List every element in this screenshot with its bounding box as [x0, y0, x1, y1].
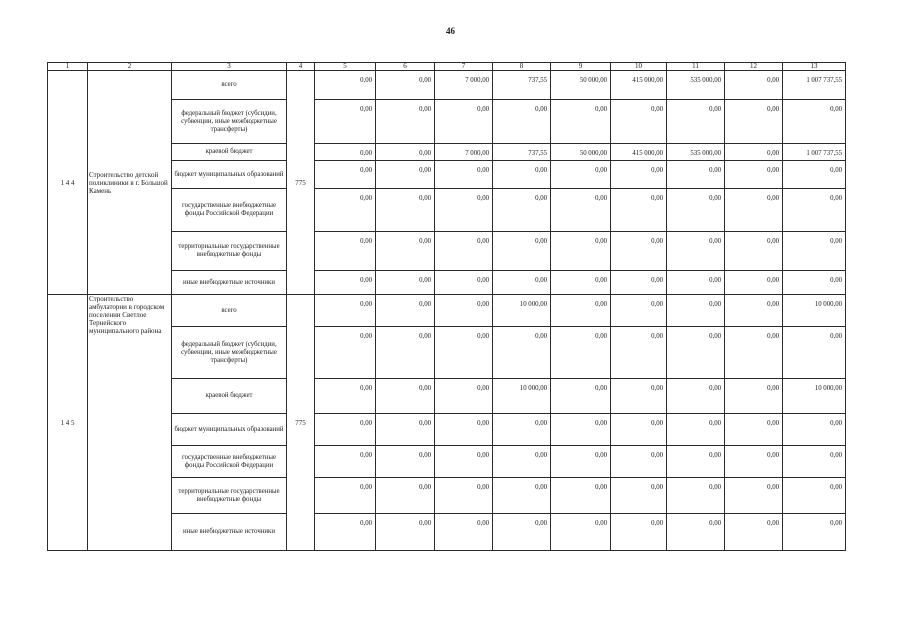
column-header: 4	[287, 63, 315, 71]
amount-cell: 1 007 737,55	[783, 144, 846, 161]
amount-cell: 0,00	[435, 295, 493, 327]
amount-cell: 0,00	[435, 189, 493, 232]
funding-source: федеральный бюджет (субсидии, субвенции, иные межбюджетные трансферты)	[172, 327, 287, 379]
amount-cell: 7 000,00	[435, 144, 493, 161]
amount-cell: 415 000,00	[611, 71, 667, 100]
column-header: 2	[88, 63, 172, 71]
amount-cell: 0,00	[667, 189, 725, 232]
table-row	[48, 71, 846, 100]
amount-cell: 0,00	[667, 327, 725, 379]
amount-cell: 0,00	[493, 514, 551, 551]
amount-cell: 0,00	[315, 144, 376, 161]
amount-cell: 0,00	[611, 295, 667, 327]
amount-cell: 10 000,00	[783, 295, 846, 327]
amount-cell: 0,00	[551, 478, 611, 514]
amount-cell: 0,00	[611, 446, 667, 478]
amount-cell: 535 000,00	[667, 71, 725, 100]
amount-cell: 0,00	[315, 414, 376, 446]
amount-cell: 0,00	[783, 414, 846, 446]
amount-cell: 0,00	[725, 271, 783, 295]
amount-cell: 0,00	[783, 327, 846, 379]
amount-cell: 0,00	[667, 232, 725, 271]
amount-cell: 0,00	[376, 271, 435, 295]
column-header: 5	[315, 63, 376, 71]
amount-cell: 0,00	[611, 189, 667, 232]
column-header: 13	[783, 63, 846, 71]
amount-cell: 0,00	[315, 514, 376, 551]
amount-cell: 0,00	[783, 446, 846, 478]
amount-cell: 0,00	[315, 232, 376, 271]
amount-cell: 0,00	[667, 271, 725, 295]
amount-cell: 0,00	[551, 446, 611, 478]
column-header: 9	[551, 63, 611, 71]
amount-cell: 0,00	[493, 100, 551, 144]
amount-cell: 0,00	[725, 144, 783, 161]
amount-cell: 0,00	[551, 327, 611, 379]
header-row	[48, 63, 846, 71]
amount-cell: 0,00	[376, 379, 435, 414]
amount-cell: 0,00	[315, 100, 376, 144]
funding-source: федеральный бюджет (субсидии, субвенции, иные межбюджетные трансферты)	[172, 100, 287, 144]
column-header: 10	[611, 63, 667, 71]
column-header: 1	[48, 63, 88, 71]
funding-source: бюджет муниципальных образований	[172, 161, 287, 189]
amount-cell: 0,00	[611, 232, 667, 271]
amount-cell: 0,00	[315, 189, 376, 232]
amount-cell: 0,00	[725, 71, 783, 100]
column-header: 8	[493, 63, 551, 71]
amount-cell: 0,00	[493, 189, 551, 232]
amount-cell: 7 000,00	[435, 71, 493, 100]
table-row	[48, 295, 846, 327]
amount-cell: 0,00	[493, 446, 551, 478]
amount-cell: 0,00	[551, 232, 611, 271]
column-header: 3	[172, 63, 287, 71]
amount-cell: 0,00	[435, 232, 493, 271]
amount-cell: 10 000,00	[493, 295, 551, 327]
funding-source: краевой бюджет	[172, 379, 287, 414]
funding-source: всего	[172, 71, 287, 100]
amount-cell: 0,00	[551, 271, 611, 295]
column-header: 12	[725, 63, 783, 71]
amount-cell: 0,00	[783, 100, 846, 144]
funding-source: всего	[172, 295, 287, 327]
amount-cell: 0,00	[435, 514, 493, 551]
amount-cell: 0,00	[725, 379, 783, 414]
amount-cell: 0,00	[611, 514, 667, 551]
amount-cell: 0,00	[435, 271, 493, 295]
kbk-code: 775	[287, 295, 315, 551]
amount-cell: 0,00	[667, 414, 725, 446]
amount-cell: 0,00	[667, 161, 725, 189]
amount-cell: 0,00	[783, 514, 846, 551]
amount-cell: 0,00	[667, 100, 725, 144]
amount-cell: 0,00	[376, 414, 435, 446]
amount-cell: 0,00	[725, 232, 783, 271]
funding-source: территориальные государственные внебюджетные фонды	[172, 232, 287, 271]
amount-cell: 0,00	[376, 232, 435, 271]
amount-cell: 50 000,00	[551, 71, 611, 100]
amount-cell: 0,00	[376, 71, 435, 100]
budget-table	[47, 62, 846, 551]
amount-cell: 0,00	[493, 161, 551, 189]
amount-cell: 0,00	[315, 478, 376, 514]
amount-cell: 415 000,00	[611, 144, 667, 161]
amount-cell: 0,00	[667, 295, 725, 327]
amount-cell: 0,00	[551, 514, 611, 551]
amount-cell: 0,00	[315, 71, 376, 100]
amount-cell: 0,00	[611, 327, 667, 379]
table-body	[48, 63, 846, 551]
amount-cell: 0,00	[435, 379, 493, 414]
amount-cell: 0,00	[376, 478, 435, 514]
amount-cell: 1 007 737,55	[783, 71, 846, 100]
amount-cell: 0,00	[493, 232, 551, 271]
amount-cell: 0,00	[725, 478, 783, 514]
amount-cell: 0,00	[435, 414, 493, 446]
amount-cell: 0,00	[725, 100, 783, 144]
funding-source: иные внебюджетные источники	[172, 271, 287, 295]
amount-cell: 0,00	[725, 327, 783, 379]
column-header: 6	[376, 63, 435, 71]
amount-cell: 0,00	[725, 295, 783, 327]
amount-cell: 0,00	[376, 144, 435, 161]
amount-cell: 0,00	[611, 161, 667, 189]
amount-cell: 0,00	[783, 478, 846, 514]
amount-cell: 0,00	[315, 327, 376, 379]
funding-source: бюджет муниципальных образований	[172, 414, 287, 446]
page-number: 46	[446, 26, 455, 36]
amount-cell: 0,00	[376, 446, 435, 478]
amount-cell: 0,00	[611, 100, 667, 144]
amount-cell: 0,00	[611, 379, 667, 414]
amount-cell: 10 000,00	[783, 379, 846, 414]
amount-cell: 0,00	[376, 514, 435, 551]
funding-source: иные внебюджетные источники	[172, 514, 287, 551]
amount-cell: 0,00	[667, 446, 725, 478]
amount-cell: 737,55	[493, 144, 551, 161]
object-name: Строительство детской поликлиники в г. Большой Камень	[88, 71, 172, 295]
amount-cell: 0,00	[376, 100, 435, 144]
object-name: Строительство амбулатории в городском поселении Светлое Тернейского муниципального района	[88, 295, 172, 551]
amount-cell: 0,00	[376, 189, 435, 232]
amount-cell: 0,00	[315, 446, 376, 478]
amount-cell: 0,00	[435, 100, 493, 144]
funding-source: краевой бюджет	[172, 144, 287, 161]
amount-cell: 0,00	[551, 295, 611, 327]
amount-cell: 0,00	[611, 271, 667, 295]
amount-cell: 0,00	[493, 478, 551, 514]
amount-cell: 50 000,00	[551, 144, 611, 161]
column-header: 7	[435, 63, 493, 71]
amount-cell: 0,00	[435, 327, 493, 379]
amount-cell: 0,00	[376, 295, 435, 327]
amount-cell: 0,00	[551, 161, 611, 189]
amount-cell: 0,00	[435, 478, 493, 514]
amount-cell: 0,00	[667, 478, 725, 514]
amount-cell: 0,00	[725, 161, 783, 189]
amount-cell: 0,00	[493, 327, 551, 379]
row-code: 1 4 5	[48, 295, 88, 551]
amount-cell: 535 000,00	[667, 144, 725, 161]
amount-cell: 0,00	[783, 232, 846, 271]
amount-cell: 737,55	[493, 71, 551, 100]
amount-cell: 0,00	[315, 161, 376, 189]
amount-cell: 0,00	[493, 414, 551, 446]
amount-cell: 0,00	[315, 271, 376, 295]
amount-cell: 0,00	[435, 161, 493, 189]
amount-cell: 0,00	[783, 271, 846, 295]
amount-cell: 0,00	[376, 327, 435, 379]
funding-source: государственные внебюджетные фонды Российской Федерации	[172, 189, 287, 232]
funding-source: государственные внебюджетные фонды Российской Федерации	[172, 446, 287, 478]
amount-cell: 0,00	[435, 446, 493, 478]
amount-cell: 0,00	[725, 189, 783, 232]
amount-cell: 0,00	[783, 189, 846, 232]
column-header: 11	[667, 63, 725, 71]
row-code: 1 4 4	[48, 71, 88, 295]
amount-cell: 0,00	[725, 514, 783, 551]
amount-cell: 0,00	[551, 189, 611, 232]
kbk-code: 775	[287, 71, 315, 295]
amount-cell: 0,00	[611, 414, 667, 446]
amount-cell: 0,00	[551, 100, 611, 144]
amount-cell: 0,00	[493, 271, 551, 295]
amount-cell: 0,00	[376, 161, 435, 189]
amount-cell: 0,00	[725, 414, 783, 446]
amount-cell: 0,00	[725, 446, 783, 478]
amount-cell: 0,00	[611, 478, 667, 514]
amount-cell: 0,00	[551, 414, 611, 446]
amount-cell: 0,00	[783, 161, 846, 189]
amount-cell: 0,00	[551, 379, 611, 414]
amount-cell: 0,00	[667, 514, 725, 551]
amount-cell: 0,00	[315, 379, 376, 414]
amount-cell: 10 000,00	[493, 379, 551, 414]
amount-cell: 0,00	[667, 379, 725, 414]
amount-cell: 0,00	[315, 295, 376, 327]
funding-source: территориальные государственные внебюджетные фонды	[172, 478, 287, 514]
